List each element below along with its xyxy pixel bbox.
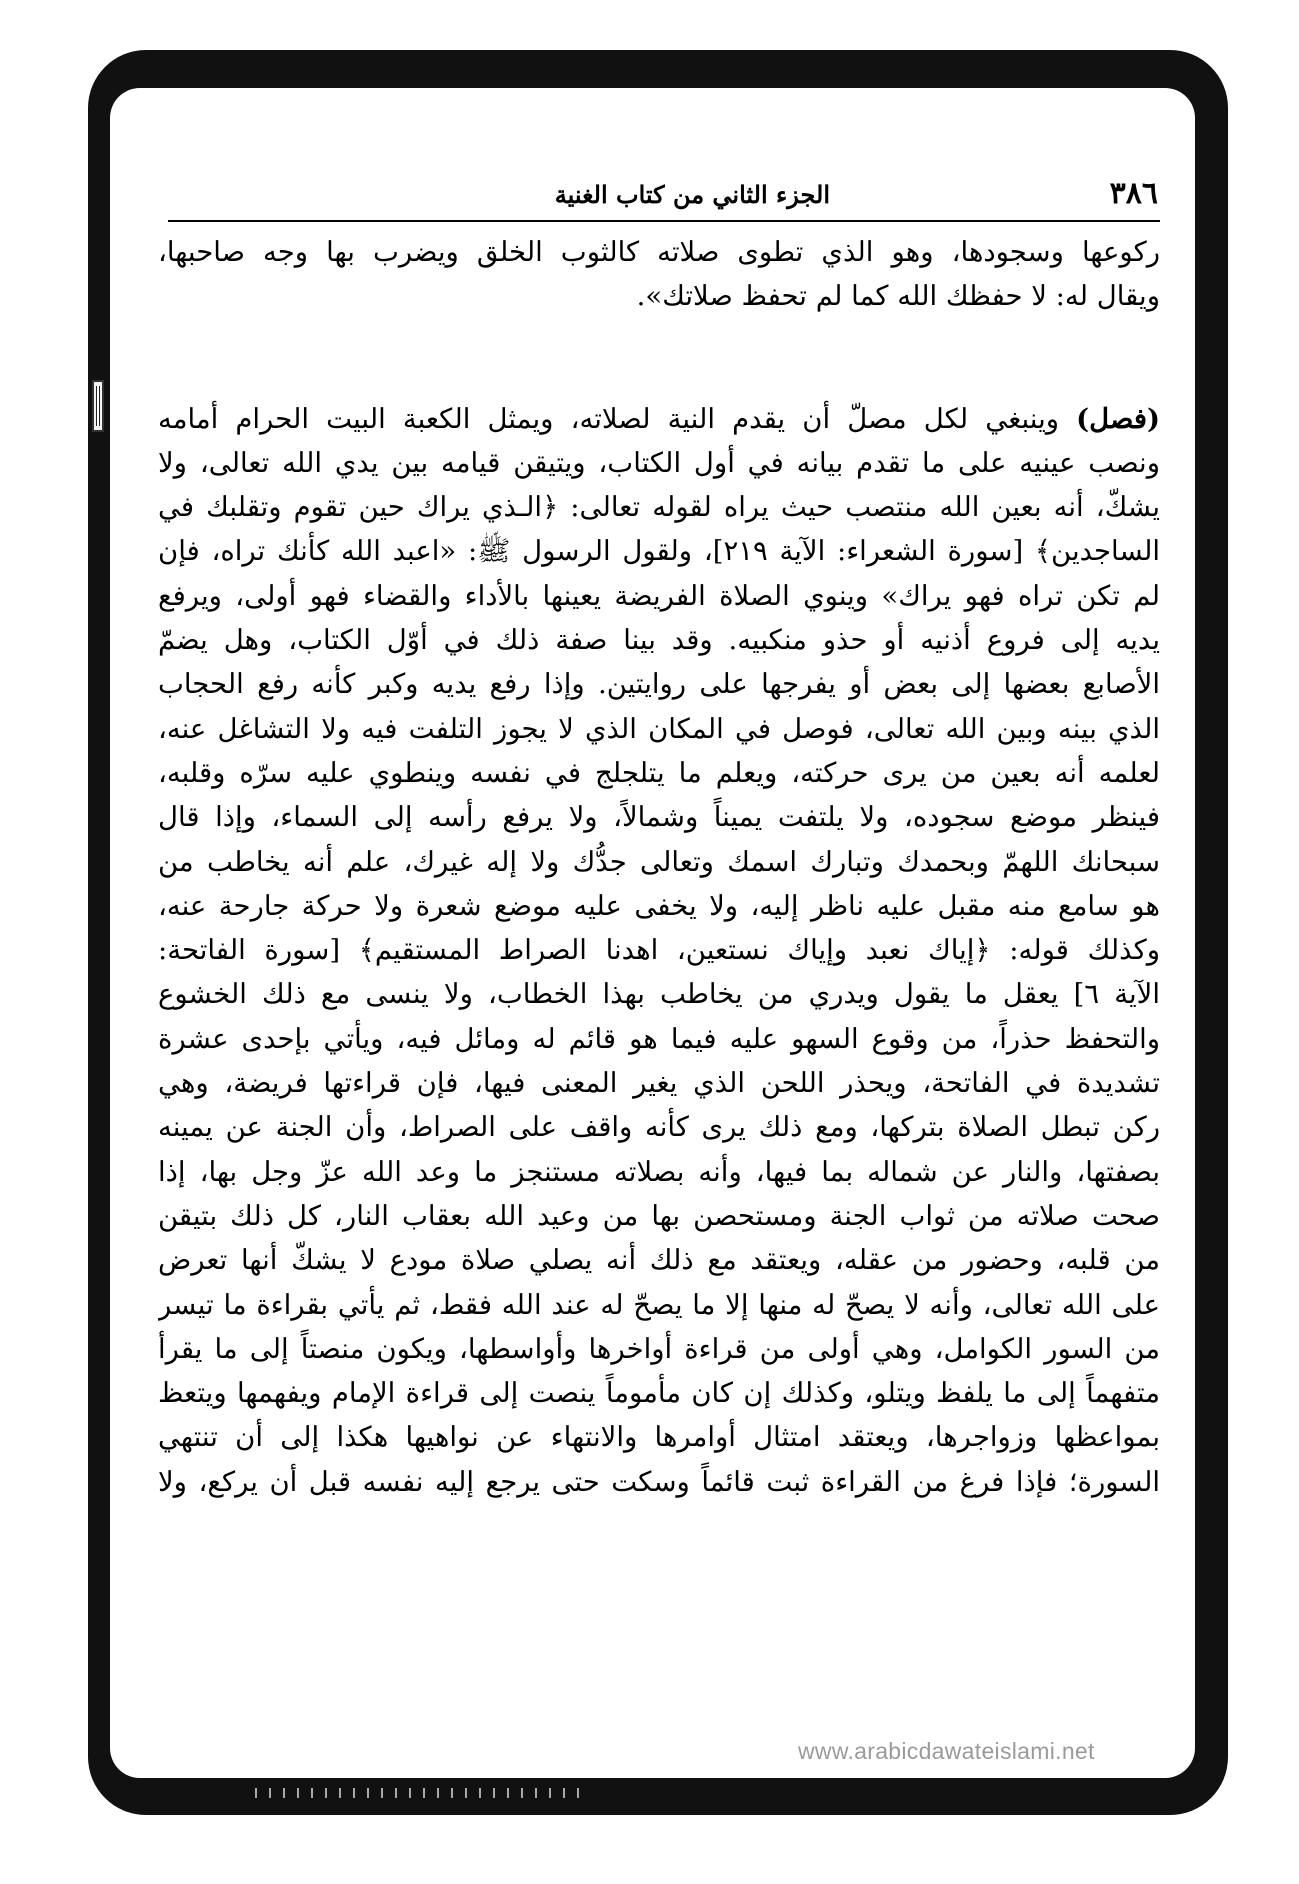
text-line: ونصب عينيه على ما تقدم بيانه في أول الكتاب، ويتيقن قيامه بين يدي الله تعالى، ولا — [158, 446, 1160, 479]
text-line: يديه إلى فروع أذنيه أو حذو منكبيه. وقد بينا صفة ذلك في أوّل الكتاب، وهل يضمّ — [158, 624, 1160, 657]
text-line: متفهماً إلى ما يلفظ ويتلو، وكذلك إن كان مأموماً ينصت إلى قراءة الإمام ويفهمها ويتعظ — [158, 1377, 1160, 1410]
text-line: الساجدين﴾ [سورة الشعراء: الآية ٢١٩]، ولقول الرسول ﷺ: «اعبد الله كأنك تراه، فإن — [158, 535, 1160, 568]
text-line: ركن تبطل الصلاة بتركها، ومع ذلك يرى كأنه واقف على الصراط، وأن الجنة عن يمينه — [158, 1111, 1160, 1144]
text-line: بمواعظها وزواجرها، ويعتقد امتثال أوامرها والانتهاء عن نواهيها هكذا إلى أن تنتهي — [158, 1421, 1160, 1454]
text-line: الآية ٦] يعقل ما يقول ويدري من يخاطب بهذا الخطاب، ولا ينسى مع ذلك الخشوع — [158, 978, 1160, 1011]
text-line: يشكّ، أنه بعين الله منتصب حيث يراه لقوله تعالى: ﴿الـذي يراك حين تقوم وتقلبك في — [158, 491, 1160, 524]
text-line: السورة؛ فإذا فرغ من القراءة ثبت قائماً وسكت حتى يرجع إليه نفسه قبل أن يركع، ولا — [158, 1465, 1160, 1498]
section-label: (فصل) — [1076, 402, 1160, 435]
running-title: الجزء الثاني من كتاب الغنية — [554, 180, 830, 209]
text-line — [158, 397, 1160, 441]
text-line: والتحفظ حذراً، من وقوع السهو عليه فيما هو قائم له ومائل فيه، ويأتي بإحدى عشرة — [158, 1022, 1160, 1055]
text-line: وكذلك قوله: ﴿إياك نعبد وإياك نستعين، اهدنا الصراط المستقيم﴾ [سورة الفاتحة: — [158, 934, 1160, 967]
text-line: ركوعها وسجودها، وهو الذي تطوى صلاته كالثوب الخلق ويضرب بها وجه صاحبها، — [158, 236, 1160, 268]
text-line: هو سامع منه مقبل عليه ناظر إليه، ولا يخفى عليه موضع شعرة ولا حركة جارحة عنه، — [158, 889, 1160, 922]
paragraph-gap — [158, 319, 1160, 397]
text-line: فينظر موضع سجوده، ولا يلتفت يميناً وشمالاً، ولا يرفع رأسه إلى السماء، وإذا قال — [158, 801, 1160, 834]
text-line: من قلبه، وحضور من عقله، ويعتقد مع ذلك أنه يصلي صلاة مودع لا يشكّ أنها تعرض — [158, 1244, 1160, 1277]
text-line: صحت صلاته من ثواب الجنة ومستحصن بها من وعيد الله بعقاب النار، كل ذلك بتيقن — [158, 1199, 1160, 1232]
page-header — [168, 172, 1160, 222]
scan-artifact — [255, 1788, 585, 1798]
watermark: www.arabicdawateislami.net — [798, 1738, 1095, 1764]
text-segment: وينبغي لكل مصلّ أن يقدم النية لصلاته، ويمثل الكعبة البيت الحرام أمامه — [158, 402, 1060, 435]
text-line: الذي بينه وبين الله تعالى، فوصل في المكان الذي لا يجوز التلفت فيه ولا التشاغل عنه، — [158, 712, 1160, 745]
text-line: الأصابع بعضها إلى بعض أو يفرجها على روايتين. وإذا رفع يديه وكبر كأنه رفع الحجاب — [158, 668, 1160, 701]
page-number: ٣٨٦ — [1109, 176, 1158, 211]
text-line: لم تكن تراه فهو يراك» وينوي الصلاة الفريضة يعينها بالأداء والقضاء فهو أولى، ويرفع — [158, 579, 1160, 612]
body-text — [158, 230, 1160, 1504]
text-line: من السور الكوامل، وهي أولى من قراءة أواخرها وأواسطها، ويكون منصتاً إلى ما يقرأ — [158, 1332, 1160, 1365]
text-line: على الله تعالى، وأنه لا يصحّ له منها إلا ما يصحّ له عند الله فقط، ثم يأتي بقراءة ما تيسر — [158, 1288, 1160, 1321]
binding-tab — [92, 380, 104, 432]
text-line: تشديدة في الفاتحة، ويحذر اللحن الذي يغير المعنى فيها، فإن قراءتها فريضة، وهي — [158, 1067, 1160, 1100]
text-line: لعلمه أنه بعين من يرى حركته، ويعلم ما يتلجلج في نفسه وينطوي عليه سرّه وقلبه، — [158, 756, 1160, 789]
text-line: بصفتها، والنار عن شماله بما فيها، وأنه بصلاته مستنجز ما وعد الله عزّ وجل بها، إذا — [158, 1155, 1160, 1188]
text-line: ويقال له: لا حفظك الله كما لم تحفظ صلاتك». — [636, 280, 1160, 313]
text-line: سبحانك اللهمّ وبحمدك وتبارك اسمك وتعالى جدُّك ولا إله غيرك، علم أنه يخاطب من — [158, 845, 1160, 878]
